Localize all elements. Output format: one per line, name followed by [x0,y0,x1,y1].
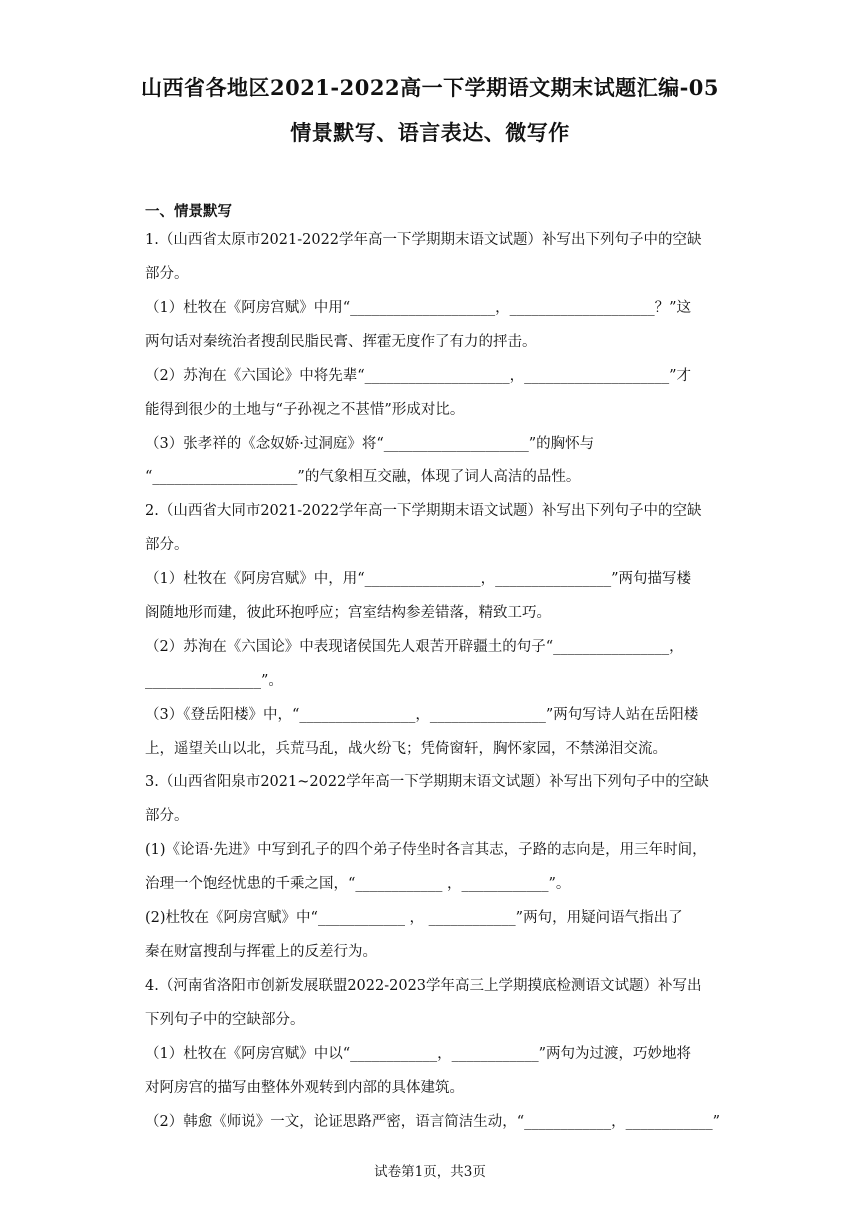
text-line: (1)《论语·先进》中写到孔子的四个弟子侍坐时各言其志，子路的志向是，用三年时间， [145,842,707,858]
text-line: “____________________”的气象相互交融，体现了词人高洁的品性。 [145,469,581,485]
text-line: (2)杜牧在《阿房宫赋》中“____________ ， ____________”两句，用疑问语气指出了 [145,910,683,926]
text-line: （2）苏洵在《六国论》中表现诸侯国先人艰苦开辟疆土的句子“________________， [145,639,684,655]
text-line: （1）杜牧在《阿房宫赋》中以“____________，____________”两句为过渡，巧妙地将 [145,1046,692,1062]
text-line: 上，遥望关山以北，兵荒马乱，战火纷飞；凭倚窗轩，胸怀家园，不禁涕泪交流。 [145,741,667,757]
section-heading: 一、情景默写 [145,203,232,220]
text-line: 部分。 [145,266,189,282]
text-line: 能得到很少的土地与“子孙视之不甚惜”形成对比。 [145,402,465,418]
text-line: （3）张孝祥的《念奴娇·过洞庭》将“____________________”的胸怀与 [145,436,595,452]
text-line: 部分。 [145,537,189,553]
page-footer: 试卷第1页，共3页 [374,1164,486,1180]
text-line: 秦在财富搜刮与挥霍上的反差行为。 [145,944,377,960]
text-line: 治理一个饱经忧患的千乘之国，“____________ ，____________”。 [145,876,571,892]
text-line: （1）杜牧在《阿房宫赋》中，用“________________，________________”两句描写楼 [145,571,692,587]
text-line: ________________”。 [145,673,283,689]
text-line: 2.（山西省大同市2021-2022学年高一下学期期末语文试题）补写出下列句子中的空缺 [145,503,702,519]
text-line: （3）《登岳阳楼》中，“________________，________________”两句写诗人站在岳阳楼 [145,707,699,723]
text-line: 部分。 [145,808,189,824]
text-line: 3.（山西省阳泉市2021~2022学年高一下学期期末语文试题）补写出下列句子中的空缺 [145,774,709,790]
page-title-line-2: 情景默写、语言表达、微写作 [290,120,570,145]
text-line: （2）苏洵在《六国论》中将先辈“____________________，____________________”才 [145,368,692,384]
text-line: 对阿房宫的描写由整体外观转到内部的具体建筑。 [145,1080,464,1096]
page-title-line-1: 山西省各地区2021-2022高一下学期语文期末试题汇编-05 [140,75,720,100]
text-line: 阁随地形而建，彼此环抱呼应；宫室结构参差错落，精致工巧。 [145,605,551,621]
text-line: 下列句子中的空缺部分。 [145,1012,305,1028]
text-line: 4.（河南省洛阳市创新发展联盟2022-2023学年高三上学期摸底检测语文试题）补写出 [145,978,702,994]
text-line: 两句话对秦统治者搜刮民脂民膏、挥霍无度作了有力的抨击。 [145,334,537,350]
text-line: 1.（山西省太原市2021-2022学年高一下学期期末语文试题）补写出下列句子中的空缺 [145,232,702,248]
text-line: （1）杜牧在《阿房宫赋》中用“____________________，____________________？”这 [145,300,692,316]
text-line: （2）韩愈《师说》一文，论证思路严密，语言简洁生动，“____________，____________” [145,1114,721,1130]
